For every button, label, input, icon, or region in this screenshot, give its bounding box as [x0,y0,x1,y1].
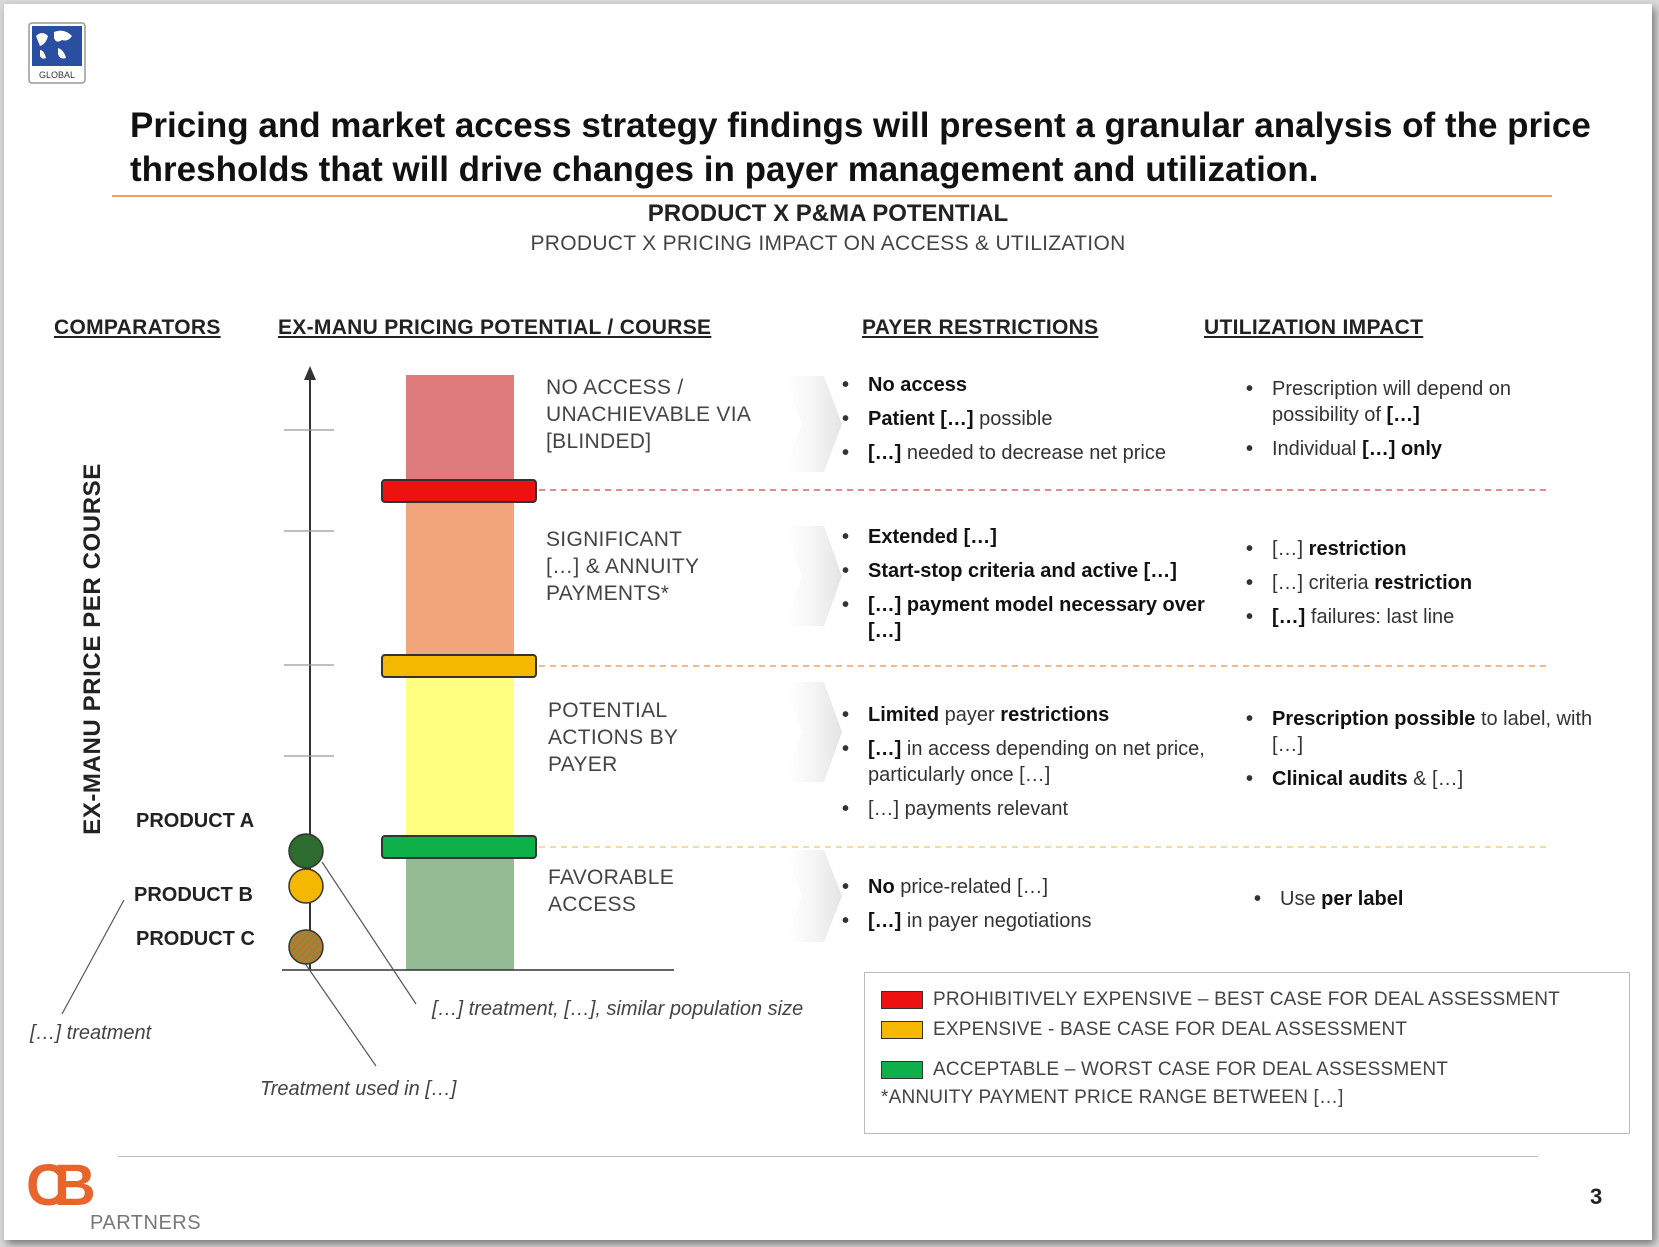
legend-swatch-green [881,1061,923,1079]
legend-footnote: *ANNUITY PAYMENT PRICE RANGE BETWEEN […] [881,1087,1344,1108]
leader-line-right [322,862,416,1004]
bullet-item: • No access [842,372,1222,398]
threshold-marker-red [382,480,536,502]
legend-item-red [881,989,1560,1011]
bullet-item: • Use per label [1254,886,1594,912]
header-utilization-impact: UTILIZATION IMPACT [1204,316,1424,339]
bullet-item: • […] payment model necessary over […] [842,592,1222,644]
y-axis-arrow-icon [304,366,316,380]
bullet-item: • […] restriction [1246,536,1596,562]
tier-label-significant [546,526,699,607]
header-pricing: EX-MANU PRICING POTENTIAL / COURSE [278,316,712,339]
legend-text: PROHIBITIVELY EXPENSIVE – BEST CASE FOR DEAL ASSESSMENT [933,989,1560,1010]
tier-label-line: […] & ANNUITY [546,555,700,578]
chevron-tier-2 [784,526,842,626]
tier-bar-favorable [406,846,514,970]
tier-label-favorable [548,864,674,918]
bullet-item: • Prescription possible to label, with […] [1246,706,1596,758]
util-bullets-tier-3 [1246,706,1596,800]
tier-bar-no-access [406,375,514,489]
product-b-marker [289,869,323,903]
tier-label-line: NO ACCESS / [546,376,684,399]
bullet-item: • Individual […] only [1246,436,1596,462]
tier-label-line: ACTIONS BY [548,726,679,749]
tier-label-no-access [546,374,751,455]
global-logo-text: GLOBAL [38,70,76,80]
chevron-tier-1 [784,376,842,472]
bullet-item: • Prescription will depend on possibility of […] [1246,376,1596,428]
chevron-tier-3 [784,682,842,782]
tier-label-line: PAYER [548,753,618,776]
bullet-item: • […] failures: last line [1246,604,1596,630]
bullet-item: • No price-related […] [842,874,1222,900]
page-number: 3 [1590,1184,1603,1209]
legend-swatch-red [881,991,923,1009]
bullet-item: • Clinical audits & […] [1246,766,1596,792]
bullet-item: • […] payments relevant [842,796,1222,822]
tier-label-line: SIGNIFICANT [546,528,683,551]
product-a-marker [289,834,323,868]
util-bullets-tier-2 [1246,536,1596,638]
tier-label-line: POTENTIAL [548,699,668,722]
slide-subheading: PRODUCT X PRICING IMPACT ON ACCESS & UTILIZATION [530,232,1126,255]
leader-line-bottom [304,962,376,1066]
bullet-item: • […] needed to decrease net price [842,440,1222,466]
legend [864,972,1630,1134]
bullet-item: • Start-stop criteria and active […] [842,558,1222,584]
legend-text: EXPENSIVE - BASE CASE FOR DEAL ASSESSMENT [933,1019,1408,1040]
y-axis-label: EX-MANU PRICE PER COURSE [79,463,106,835]
annotation-bottom: Treatment used in […] [260,1078,457,1100]
threshold-marker-yellow [382,655,536,677]
tier-label-potential-actions [548,697,678,778]
bullet-item: • Extended […] [842,524,1222,550]
legend-item-yellow [881,1019,1407,1041]
tier-label-line: PAYMENTS* [546,582,670,605]
payer-bullets-tier-4 [842,874,1222,942]
legend-text: ACCEPTABLE – WORST CASE FOR DEAL ASSESSMENT [933,1059,1449,1080]
footer-divider [118,1156,1538,1157]
cb-logo-mark: CB [26,1153,82,1218]
cb-logo-word: PARTNERS [90,1212,202,1234]
annotation-left: […] treatment [30,1022,152,1044]
payer-bullets-tier-3 [842,702,1222,830]
bullet-item: • Limited payer restrictions [842,702,1222,728]
bullet-item: • […] in access depending on net price, particularly once […] [842,736,1222,788]
tier-bar-potential-actions [406,664,514,846]
tier-label-line: UNACHIEVABLE VIA [546,403,752,426]
slide [4,4,1652,1240]
tier-label-line: [BLINDED] [546,430,652,453]
bullet-item: • Patient […] possible [842,406,1222,432]
annotation-right: […] treatment, […], similar population size [432,998,804,1020]
tier-label-line: ACCESS [548,893,637,916]
bullet-item: • […] criteria restriction [1246,570,1596,596]
chevron-tier-4 [784,850,842,942]
product-c-label: PRODUCT C [136,928,255,950]
product-b-label: PRODUCT B [134,884,253,906]
legend-item-green [881,1059,1448,1081]
product-c-marker [289,930,323,964]
tier-label-line: FAVORABLE [548,866,675,889]
payer-bullets-tier-1 [842,372,1222,474]
threshold-marker-green [382,836,536,858]
product-a-label: PRODUCT A [136,810,255,832]
slide-subtitle: PRODUCT X P&MA POTENTIAL [647,200,1009,227]
legend-swatch-yellow [881,1021,923,1039]
header-comparators: COMPARATORS [54,316,221,339]
util-bullets-tier-4 [1254,886,1594,920]
util-bullets-tier-1 [1246,376,1596,470]
slide-title: Pricing and market access strategy findings will present a granular analysis of the price thresholds that will drive changes in payer management and utilization. [130,106,1591,189]
header-payer-restrictions: PAYER RESTRICTIONS [862,316,1099,339]
tier-bar-significant [406,489,514,664]
payer-bullets-tier-2 [842,524,1222,652]
leader-line-left [62,900,124,1014]
bullet-item: • […] in payer negotiations [842,908,1222,934]
